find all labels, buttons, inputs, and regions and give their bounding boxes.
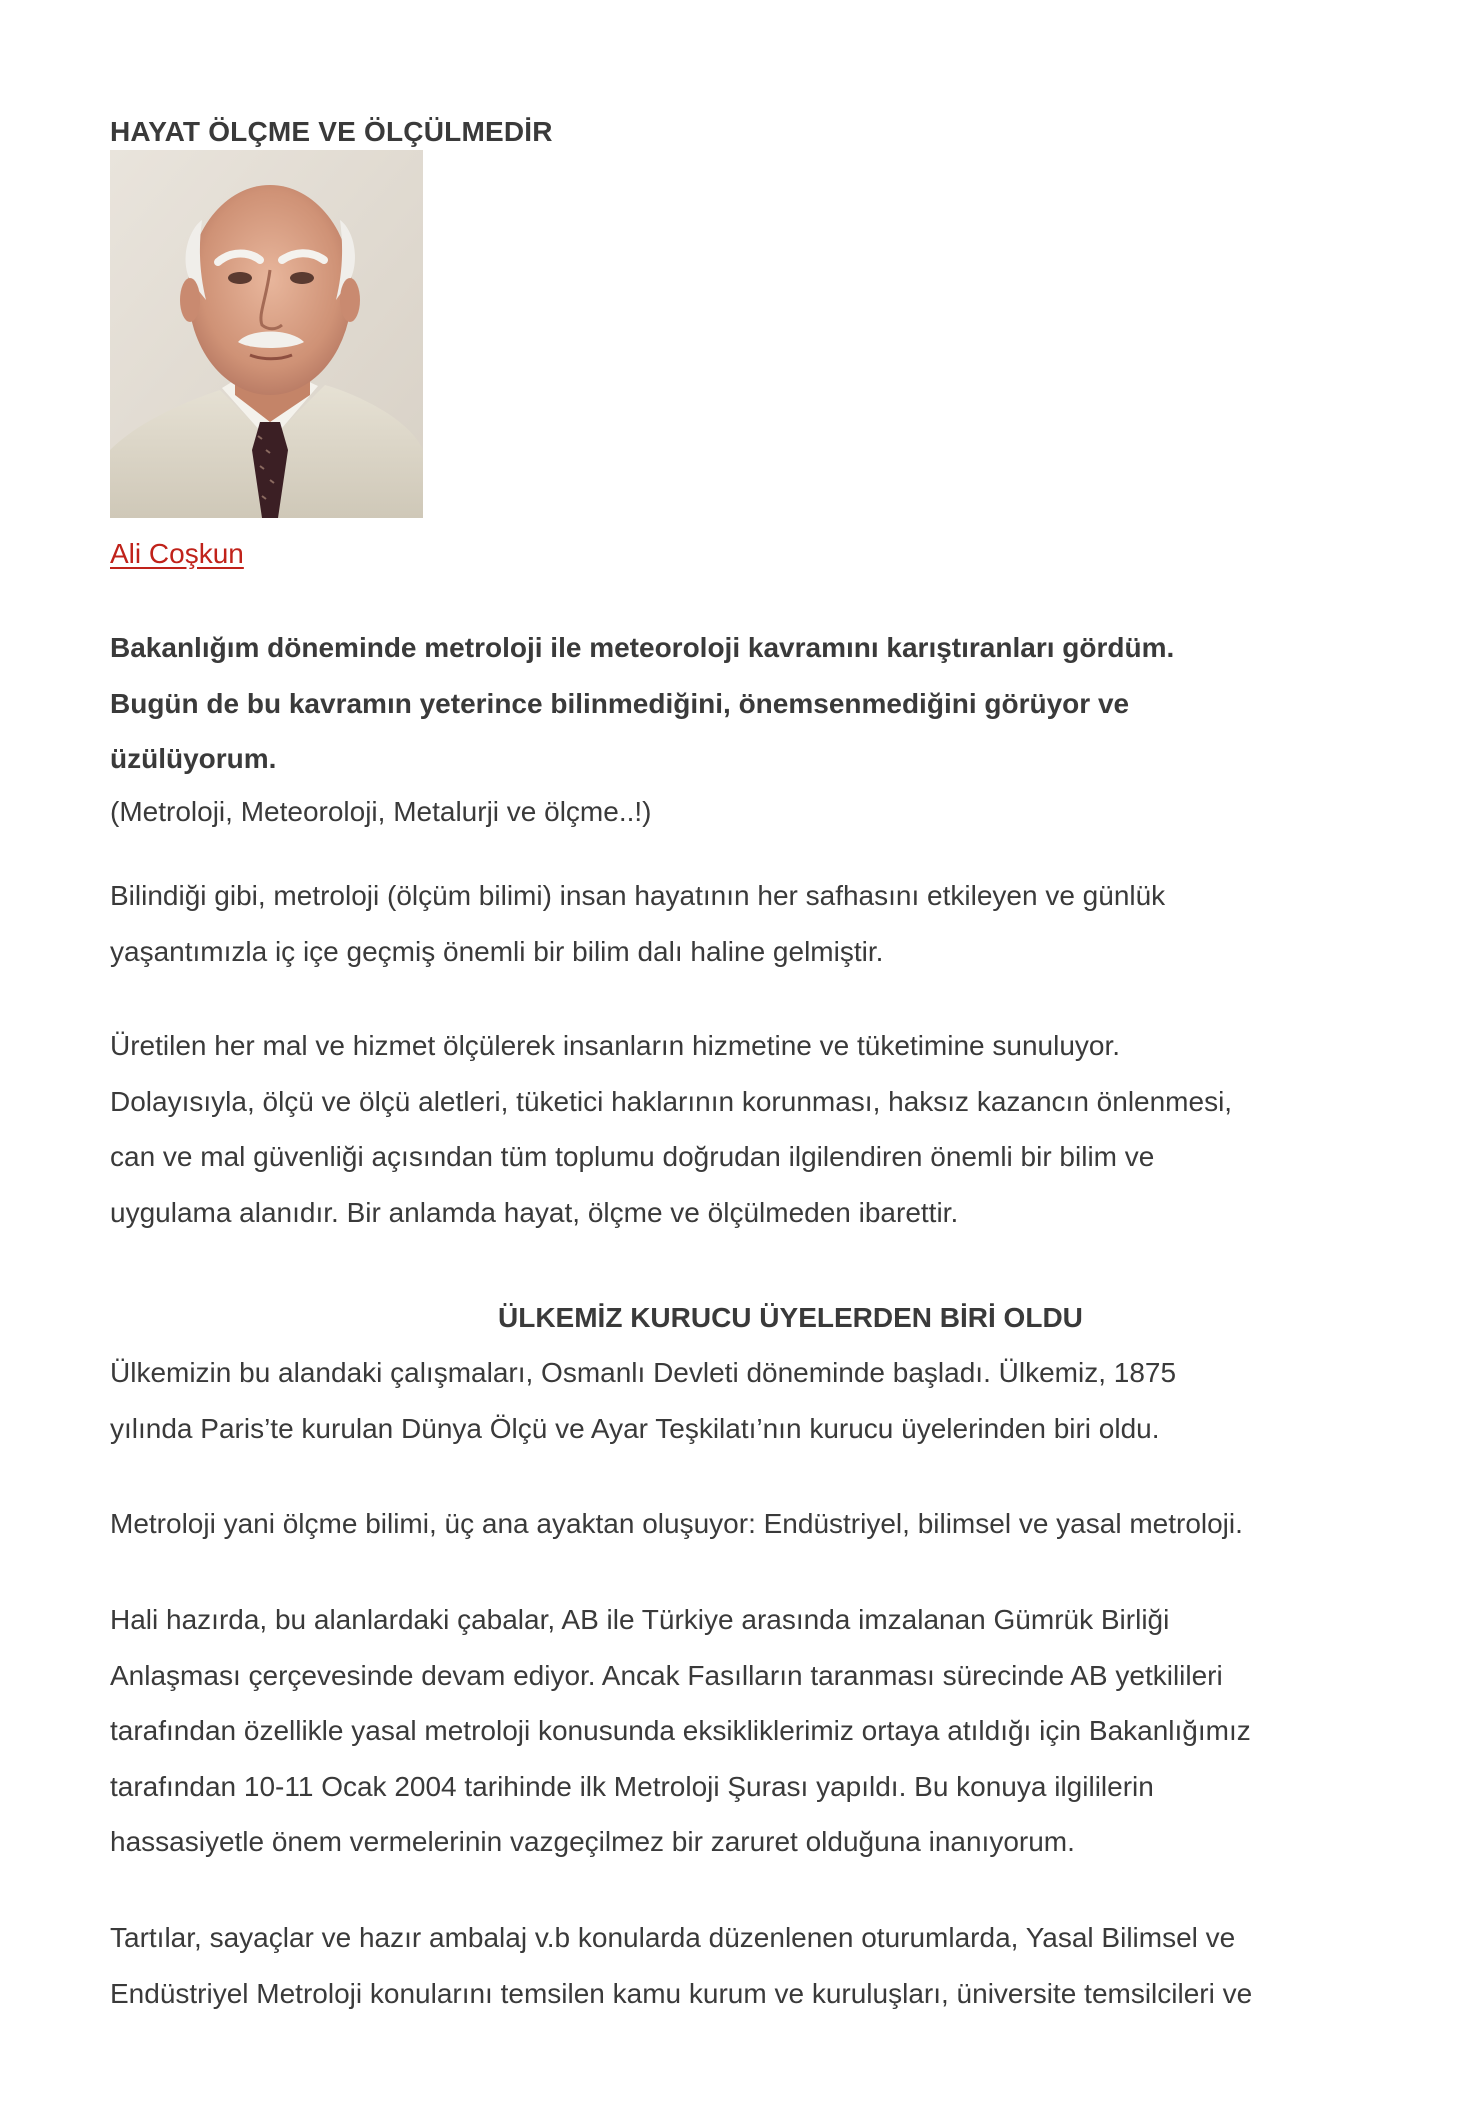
body-paragraph <box>110 1018 1370 1240</box>
lead-line: üzülüyorum. <box>110 743 277 774</box>
author-link[interactable]: Ali Coşkun <box>110 538 244 569</box>
paragraph-line: Ülkemizin bu alandaki çalışmaları, Osmanlı Devleti döneminde başladı. Ülkemiz, 1875 <box>110 1357 1177 1388</box>
paragraph-line: Endüstriyel Metroloji konularını temsilen kamu kurum ve kuruluşları, üniversite temsilcileri ve <box>110 1977 1253 2009</box>
paragraph-line: Üretilen her mal ve hizmet ölçülerek insanların hizmetine ve tüketimine sunuluyor. <box>110 1030 1121 1061</box>
paragraph-line: tarafından özellikle yasal metroloji konusunda eksikliklerimiz ortaya atıldığı için Bakanlığımız <box>110 1715 1251 1746</box>
paragraph-line: Bilindiği gibi, metroloji (ölçüm bilimi) insan hayatının her safhasını etkileyen ve günlük <box>110 880 1166 911</box>
subtitle: (Metroloji, Meteoroloji, Metalurji ve ölçme..!) <box>110 796 652 827</box>
paragraph-line: Hali hazırda, bu alanlardaki çabalar, AB ile Türkiye arasında imzalanan Gümrük Birliği <box>110 1604 1170 1635</box>
paragraph-line: uygulama alanıdır. Bir anlamda hayat, ölçme ve ölçülmeden ibarettir. <box>110 1196 959 1228</box>
body-paragraph <box>110 1496 1370 1552</box>
paragraph-line: hassasiyetle önem vermelerinin vazgeçilmez bir zaruret olduğuna inanıyorum. <box>110 1826 1075 1857</box>
paragraph-line: yılında Paris’te kurulan Dünya Ölçü ve Ayar Teşkilatı’nın kurucu üyelerinden biri oldu. <box>110 1412 1160 1444</box>
lead-paragraph <box>110 620 1370 787</box>
body-paragraph <box>110 1345 1370 1456</box>
paragraph-line: Metroloji yani ölçme bilimi, üç ana ayaktan oluşuyor: Endüstriyel, bilimsel ve yasal metroloji. <box>110 1508 1243 1539</box>
body-paragraph <box>110 868 1370 979</box>
paragraph-line: Anlaşması çerçevesinde devam ediyor. Ancak Fasılların taranması sürecinde AB yetkilileri <box>110 1659 1223 1691</box>
paragraph-line: yaşantımızla iç içe geçmiş önemli bir bilim dalı haline gelmiştir. <box>110 935 884 967</box>
paragraph-line: Dolayısıyla, ölçü ve ölçü aletleri, tüketici haklarının korunması, haksız kazancın önlenmesi, <box>110 1085 1233 1117</box>
section-heading-text: ÜLKEMİZ KURUCU ÜYELERDEN BİRİ OLDU <box>498 1302 1083 1333</box>
article-title: HAYAT ÖLÇME VE ÖLÇÜLMEDİR <box>110 116 553 147</box>
body-paragraph <box>110 1910 1370 2021</box>
body-paragraph <box>110 1592 1370 1870</box>
lead-line: Bakanlığım döneminde metroloji ile meteoroloji kavramını karıştıranları gördüm. <box>110 632 1175 663</box>
paragraph-line: tarafından 10-11 Ocak 2004 tarihinde ilk Metroloji Şurası yapıldı. Bu konuya ilgililerin <box>110 1770 1154 1802</box>
author-portrait-image <box>110 150 423 518</box>
lead-line: Bugün de bu kavramın yeterince bilinmediğini, önemsenmediğini görüyor ve <box>110 687 1130 719</box>
paragraph-line: can ve mal güvenliği açısından tüm toplumu doğrudan ilgilendiren önemli bir bilim ve <box>110 1141 1155 1172</box>
paragraph-line: Tartılar, sayaçlar ve hazır ambalaj v.b konularda düzenlenen oturumlarda, Yasal Bilimsel ve <box>110 1922 1236 1953</box>
